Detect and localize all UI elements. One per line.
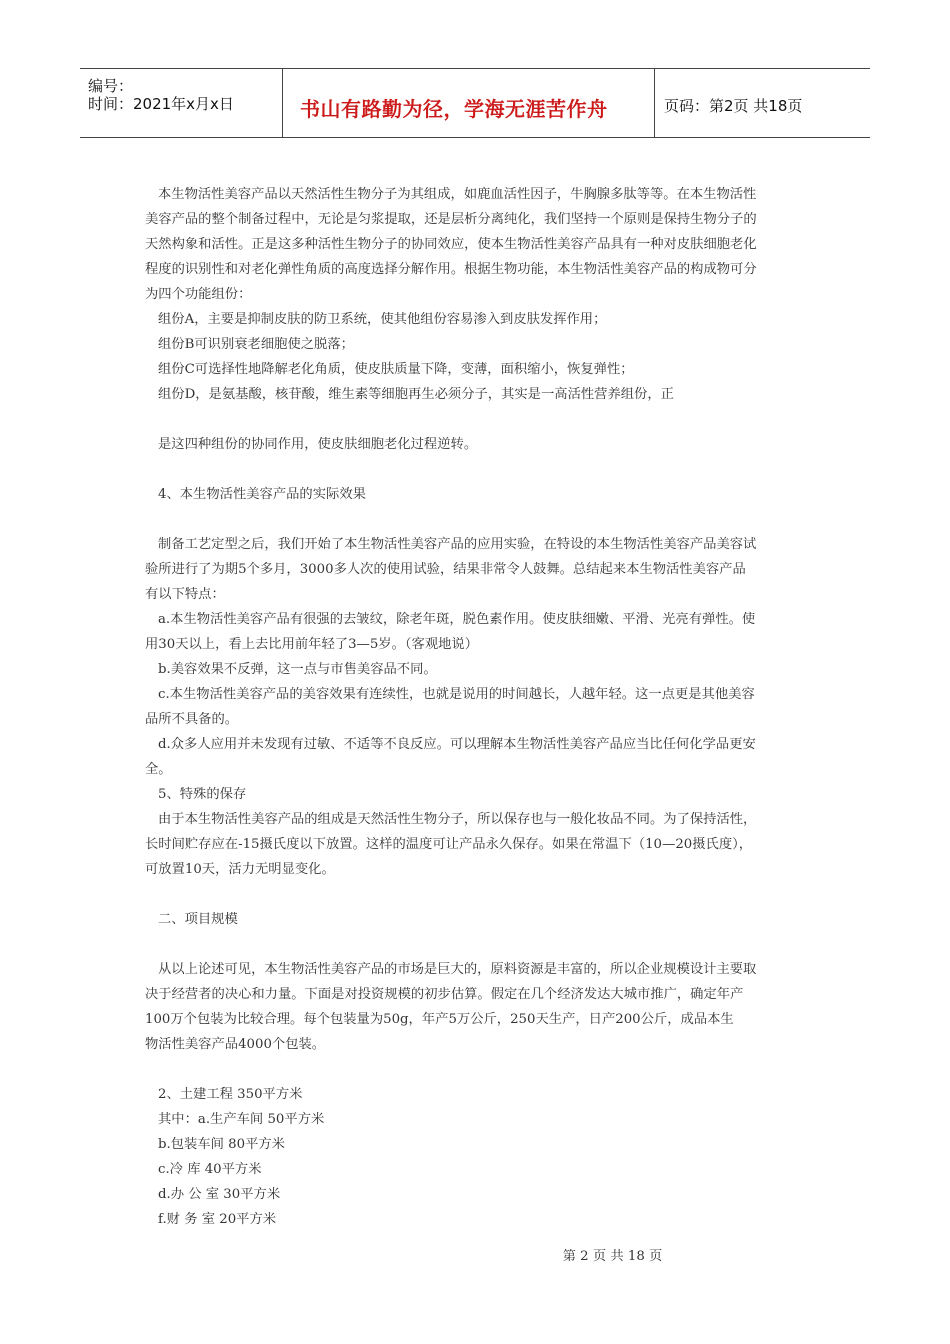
paragraph-line: 程度的识别性和对老化弹性角质的高度选择分解作用。根据生物功能，本生物活性美容产品的构成物可分 xyxy=(145,262,757,277)
paragraph-line: 用30天以上，看上去比用前年轻了3—5岁。（客观地说） xyxy=(145,637,479,652)
list-item: d.办 公 室 30平方米 xyxy=(158,1187,281,1202)
paragraph-line: a.本生物活性美容产品有很强的去皱纹，除老年斑，脱色素作用。使皮肤细嫩、平滑、光亮有弹性。使 xyxy=(158,612,756,627)
paragraph-line: 从以上论述可见，本生物活性美容产品的市场是巨大的，原料资源是丰富的，所以企业规模设计主要取 xyxy=(158,962,757,977)
paragraph-line: 是这四种组份的协同作用，使皮肤细胞老化过程逆转。 xyxy=(158,437,478,452)
paragraph-line: 长时间贮存应在-15摄氏度以下放置。这样的温度可让产品永久保存。如果在常温下（10—20摄氏度）， xyxy=(145,837,753,852)
section-heading: 二、项目规模 xyxy=(158,912,238,927)
header-divider xyxy=(282,69,283,137)
footer-page-number: 第 2 页 共 18 页 xyxy=(562,1249,663,1264)
number-label: 编号： xyxy=(88,77,134,95)
paragraph-line: d.众多人应用并未发现有过敏、不适等不良反应。可以理解本生物活性美容产品应当比任何化学品更安 xyxy=(158,737,756,752)
list-item: 2、土建工程 350平方米 xyxy=(158,1087,303,1102)
paragraph-line: 由于本生物活性美容产品的组成是天然活性生物分子，所以保存也与一般化妆品不同。为了保持活性， xyxy=(158,812,757,827)
header-divider xyxy=(654,69,655,137)
section-heading: 4、本生物活性美容产品的实际效果 xyxy=(158,487,366,502)
paragraph-line: 验所进行了为期5个多月，3000多人次的使用试验，结果非常令人鼓舞。总结起来本生物活性美容产品 xyxy=(145,562,746,577)
header-motto: 书山有路勤为径，学海无涯苦作舟 xyxy=(300,97,608,121)
paragraph-line: 有以下特点： xyxy=(145,587,225,602)
time-label: 时间：2021年x月x日 xyxy=(88,95,234,113)
paragraph-line: 组份D，是氨基酸，核苷酸，维生素等细胞再生必须分子，其实是一高活性营养组份，正 xyxy=(158,387,674,402)
page-header xyxy=(80,68,870,138)
list-item: b.包装车间 80平方米 xyxy=(158,1137,285,1152)
paragraph-line: 制备工艺定型之后，我们开始了本生物活性美容产品的应用实验，在特设的本生物活性美容产品美容试 xyxy=(158,537,757,552)
paragraph-line: 组份B可识别衰老细胞使之脱落； xyxy=(158,337,354,352)
paragraph-line: 天然构象和活性。正是这多种活性生物分子的协同效应，使本生物活性美容产品具有一种对皮肤细胞老化 xyxy=(145,237,757,252)
paragraph-line: 物活性美容产品4000个包装。 xyxy=(145,1037,326,1052)
paragraph-line: 决于经营者的决心和力量。下面是对投资规模的初步估算。假定在几个经济发达大城市推广，确定年产 xyxy=(145,987,744,1002)
paragraph-line: 品所不具备的。 xyxy=(145,712,239,727)
paragraph-line: 组份A，主要是抑制皮肤的防卫系统，使其他组份容易渗入到皮肤发挥作用； xyxy=(158,312,607,327)
list-item: f.财 务 室 20平方米 xyxy=(158,1212,277,1227)
paragraph-line: 可放置10天，活力无明显变化。 xyxy=(145,862,335,877)
page-footer xyxy=(0,1245,950,1264)
paragraph-line: c.本生物活性美容产品的美容效果有连续性，也就是说用的时间越长，人越年轻。这一点更是其他美容 xyxy=(158,687,755,702)
paragraph-line: 美容产品的整个制备过程中，无论是匀浆提取，还是层析分离纯化，我们坚持一个原则是保持生物分子的 xyxy=(145,212,757,227)
paragraph-line: 为四个功能组份： xyxy=(145,287,252,302)
paragraph-line: 本生物活性美容产品以天然活性生物分子为其组成，如鹿血活性因子，牛胸腺多肽等等。在本生物活性 xyxy=(158,187,757,202)
page-number-label: 页码：第2页 共18页 xyxy=(664,97,803,115)
section-heading: 5、特殊的保存 xyxy=(158,787,247,802)
paragraph-line: 组份C可选择性地降解老化角质，使皮肤质量下降，变薄，面积缩小，恢复弹性； xyxy=(158,362,634,377)
list-item: c.冷 库 40平方米 xyxy=(158,1162,262,1177)
paragraph-line: 100万个包装为比较合理。每个包装量为50g，年产5万公斤，250天生产，日产200公斤，成品本生 xyxy=(145,1012,734,1027)
list-item: 其中：a.生产车间 50平方米 xyxy=(158,1112,325,1127)
paragraph-line: b.美容效果不反弹，这一点与市售美容品不同。 xyxy=(158,662,437,677)
paragraph-line: 全。 xyxy=(145,762,172,777)
